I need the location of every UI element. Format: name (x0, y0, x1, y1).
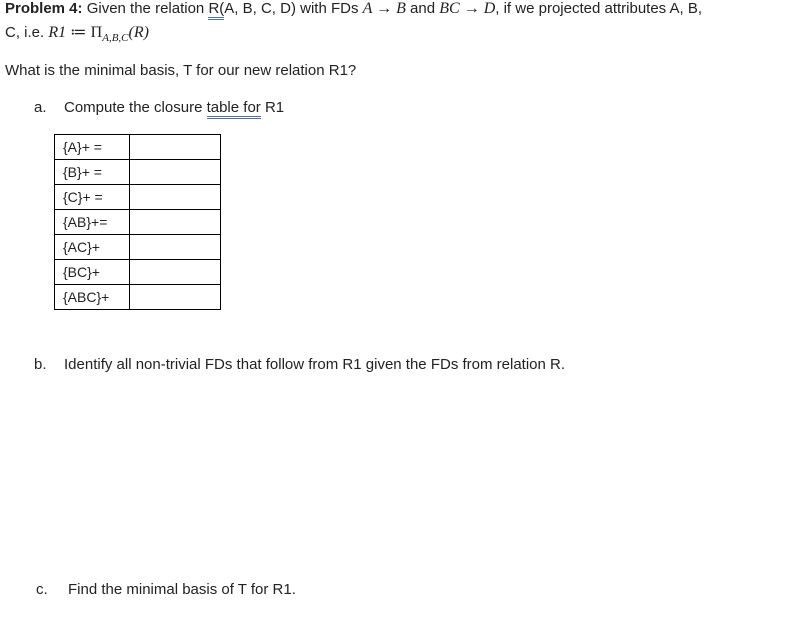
problem-statement-line-1 (5, 0, 702, 18)
closure-key: {B}+ = (55, 160, 130, 185)
closure-key: {C}+ = (55, 185, 130, 210)
projection-operator: ≔ Π (66, 24, 103, 41)
fd-a-to-b: A → B (362, 0, 406, 17)
table-row (55, 160, 221, 185)
table-row (55, 235, 221, 260)
table-row (55, 185, 221, 210)
table-row (55, 210, 221, 235)
problem-statement-line-2 (5, 22, 149, 42)
problem-text: A, B, C, D) with FDs (224, 0, 363, 17)
relation-name: R( (208, 0, 224, 20)
r1-symbol: R1 (48, 24, 67, 41)
problem-label: Problem 4: (5, 0, 83, 17)
closure-value-cell[interactable] (130, 285, 221, 310)
closure-value-cell[interactable] (130, 210, 221, 235)
table-row (55, 260, 221, 285)
problem-text: Given the relation (82, 0, 209, 17)
part-a-text: Compute the closure table for R1 (64, 99, 284, 116)
projection-argument: (R) (128, 24, 149, 41)
part-c-marker: c. (36, 581, 48, 598)
part-b-text: Identify all non-trivial FDs that follow from R1 given the FDs from relation R. (64, 356, 566, 373)
closure-value-cell[interactable] (130, 185, 221, 210)
closure-value-cell[interactable] (130, 160, 221, 185)
part-a-marker: a. (34, 99, 47, 116)
closure-table (54, 134, 221, 310)
closure-value-cell[interactable] (130, 235, 221, 260)
closure-key: {AB}+= (55, 210, 130, 235)
closure-table-link: table for (207, 99, 261, 119)
fd-bc-to-d: BC → D (439, 0, 496, 17)
closure-key: {ABC}+ (55, 285, 130, 310)
closure-key: {A}+ = (55, 135, 130, 160)
table-row (55, 135, 221, 160)
closure-value-cell[interactable] (130, 260, 221, 285)
part-b-marker: b. (34, 356, 47, 373)
problem-text: C, i.e. (5, 24, 49, 41)
closure-key: {AC}+ (55, 235, 130, 260)
question-text: What is the minimal basis, T for our new relation R1? (5, 62, 357, 79)
closure-key: {BC}+ (55, 260, 130, 285)
problem-text: and (405, 0, 440, 17)
problem-text: , if we projected attributes A, B, (495, 0, 703, 17)
table-row (55, 285, 221, 310)
closure-value-cell[interactable] (130, 135, 221, 160)
projection-subscript: A,B,C (102, 32, 129, 44)
part-c-text: Find the minimal basis of T for R1. (68, 581, 296, 598)
